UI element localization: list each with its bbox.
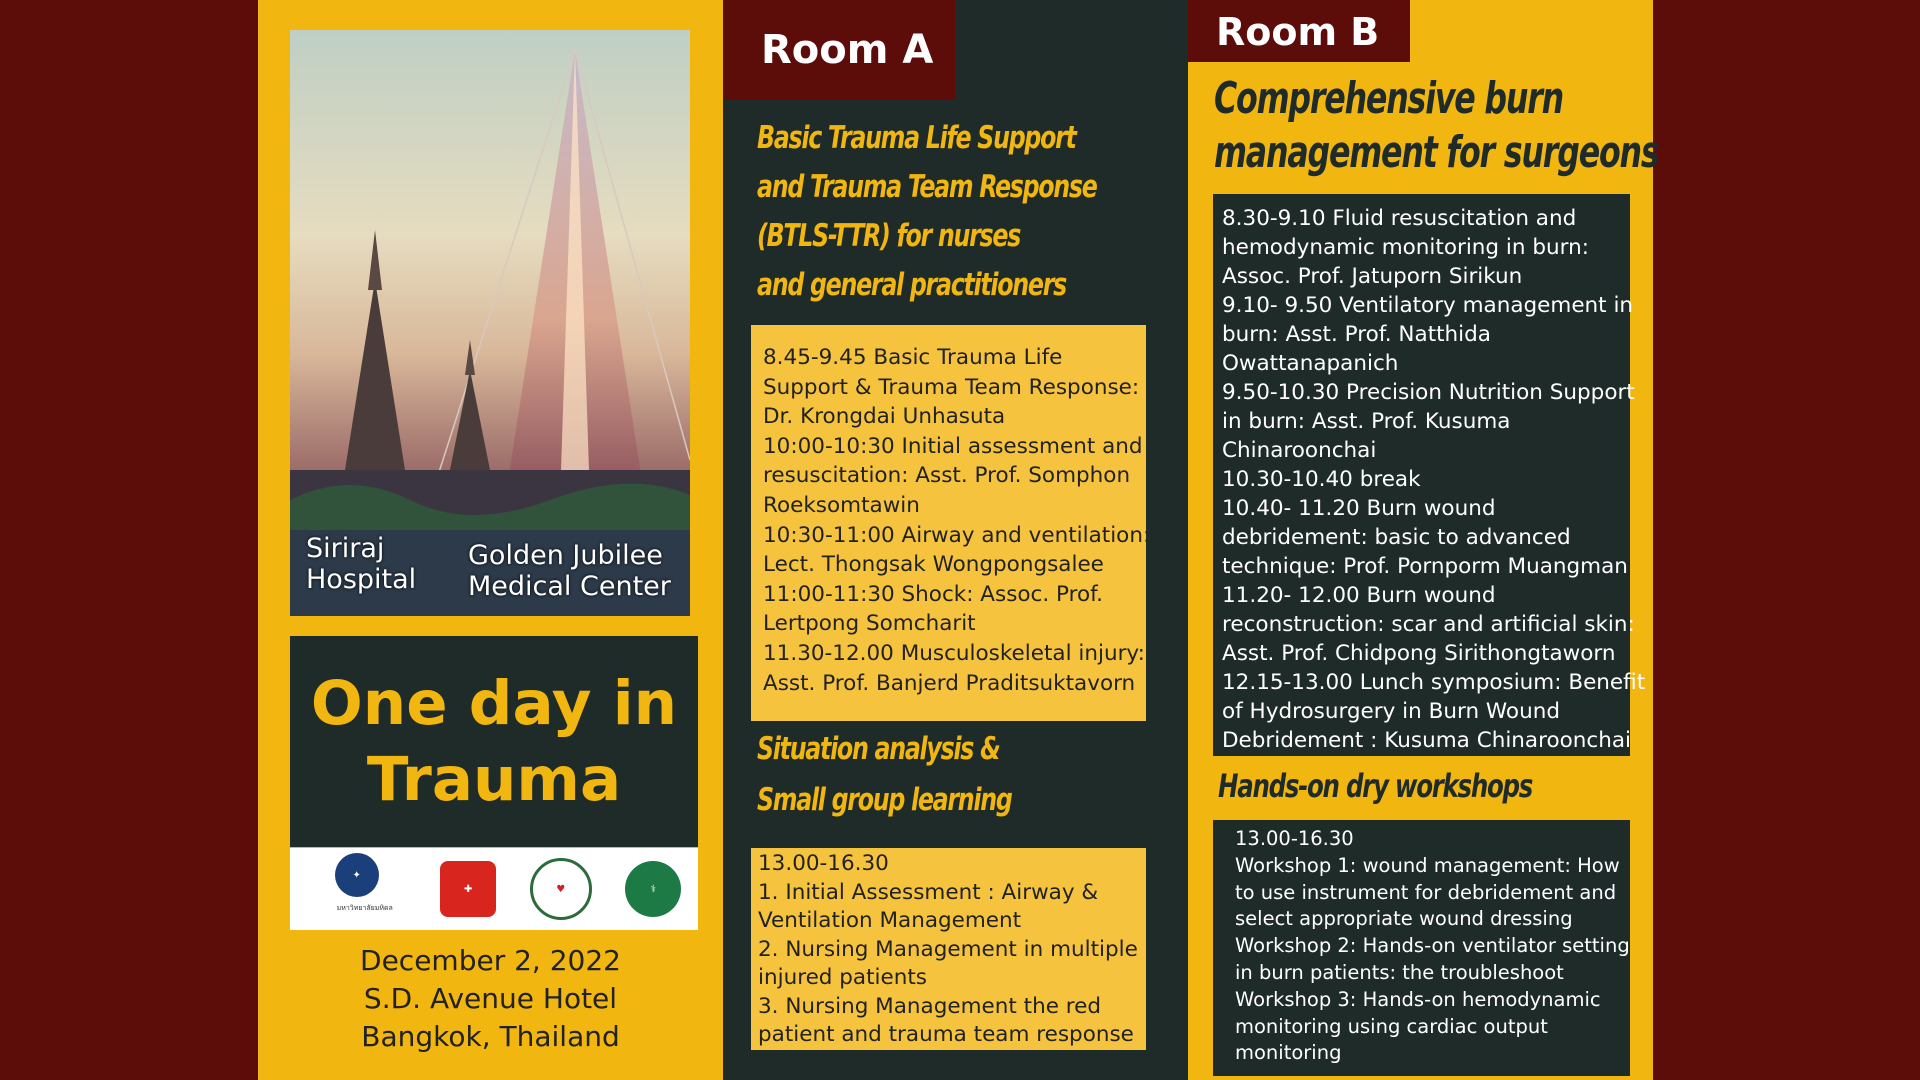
list-item: 12.15-13.00 Lunch symposium: Benefit — [1222, 670, 1646, 695]
list-item: 13.00-16.30 — [1235, 827, 1354, 850]
list-item: reconstruction: scar and artificial skin: — [1222, 612, 1635, 637]
list-item: 10.40- 11.20 Burn wound — [1222, 496, 1496, 521]
room-b-workshops — [1213, 820, 1630, 1076]
list-item: 9.50-10.30 Precision Nutrition Support — [1222, 380, 1635, 405]
list-item: 3. Nursing Management the red — [758, 993, 1102, 1019]
room-a-heading-2: Situation analysis & Small group learning — [757, 731, 1012, 818]
list-item: 13.00-16.30 — [758, 851, 889, 876]
list-item: select appropriate wound dressing — [1235, 907, 1573, 931]
list-item: 10.30-10.40 break — [1222, 467, 1421, 492]
mahidol-logo: ✦ มหาวิทยาลัยมหิดล — [307, 849, 407, 929]
left-panel — [258, 0, 723, 1080]
list-item: Workshop 2: Hands-on ventilator setting — [1235, 934, 1630, 958]
list-item: Debridement : Kusuma Chinaroonchai — [1222, 728, 1632, 753]
event-date: December 2, 2022 — [360, 944, 621, 977]
list-item: technique: Prof. Pornporm Muangman — [1222, 554, 1628, 579]
room-b-label: Room B — [1188, 0, 1410, 62]
list-item: injured patients — [758, 965, 927, 990]
list-item: debridement: basic to advanced — [1222, 525, 1571, 550]
list-item: of Hydrosurgery in Burn Wound — [1222, 699, 1560, 724]
event-venue: S.D. Avenue Hotel — [363, 982, 618, 1015]
list-item: Ventilation Management — [758, 908, 1022, 933]
room-a-heading: Basic Trauma Life Support and Trauma Team Response (BTLS-TTR) for nurses and general practitioners — [757, 120, 1097, 303]
list-item: Chinaroonchai — [1222, 438, 1377, 463]
list-item: Lertpong Somcharit — [763, 611, 976, 637]
list-item: 11:00-11:30 Shock: Assoc. Prof. — [763, 581, 1103, 607]
list-item: Lect. Thongsak Wongpongsalee — [763, 552, 1104, 578]
tower-art — [290, 30, 690, 616]
event-title-line-1: One day in — [310, 668, 678, 739]
caption-siriraj: Siriraj Hospital — [306, 533, 417, 595]
room-a-schedule — [751, 325, 1151, 721]
event-title-line-2: Trauma — [366, 744, 622, 815]
list-item: in burn patients: the troubleshoot — [1235, 960, 1564, 984]
room-b-heading-2: Hands-on dry workshops — [1218, 767, 1533, 805]
health-ministry-logo-icon: ⚕ — [625, 861, 681, 917]
list-item: Dr. Krongdai Unhasuta — [763, 404, 1006, 430]
room-a-panel — [723, 0, 1188, 1080]
list-item: 10:30-11:00 Airway and ventilation: — [763, 522, 1151, 548]
list-item: patient and trauma team response — [758, 1022, 1134, 1047]
list-item: monitoring — [1235, 1041, 1342, 1065]
list-item: in burn: Asst. Prof. Kusuma — [1222, 409, 1511, 434]
list-item: monitoring using cardiac output — [1235, 1014, 1548, 1038]
list-item: Workshop 1: wound management: How — [1235, 853, 1620, 877]
list-item: Workshop 3: Hands-on hemodynamic — [1235, 987, 1601, 1011]
list-item: 9.10- 9.50 Ventilatory management in — [1222, 293, 1634, 318]
list-item: 8.30-9.10 Fluid resuscitation and — [1222, 206, 1577, 231]
list-item: 8.45-9.45 Basic Trauma Life — [763, 345, 1063, 370]
list-item: Support & Trauma Team Response: — [763, 374, 1140, 400]
list-item: Asst. Prof. Banjerd Praditsuktavorn — [763, 670, 1136, 696]
list-item: 10:00-10:30 Initial assessment and — [763, 433, 1143, 459]
room-b-schedule — [1213, 194, 1646, 756]
list-item: Owattanapanich — [1222, 351, 1399, 376]
sponsor-logos — [290, 848, 698, 930]
event-city: Bangkok, Thailand — [361, 1020, 620, 1053]
list-item: 2. Nursing Management in multiple — [758, 936, 1138, 962]
event-info — [258, 942, 723, 1056]
event-title-box — [290, 636, 698, 847]
list-item: burn: Asst. Prof. Natthida — [1222, 322, 1491, 347]
list-item: Roeksomtawin — [763, 492, 920, 518]
list-item: resuscitation: Asst. Prof. Somphon — [763, 463, 1131, 489]
list-item: 11.30-12.00 Musculoskeletal injury: — [763, 640, 1145, 666]
room-b-heading: Comprehensive burn management for surgeons — [1214, 73, 1659, 178]
room-a-label: Room A — [723, 0, 955, 100]
nursing-logo-icon: ♥ — [530, 858, 592, 920]
hospital-illustration — [290, 30, 690, 616]
list-item: Assoc. Prof. Jatuporn Sirikun — [1222, 264, 1523, 289]
room-b-panel — [1188, 0, 1659, 1080]
caption-golden-jubilee: Golden Jubilee Medical Center — [468, 540, 671, 602]
list-item: 1. Initial Assessment : Airway & — [758, 879, 1099, 905]
list-item: hemodynamic monitoring in burn: — [1222, 235, 1589, 260]
list-item: 11.20- 12.00 Burn wound — [1222, 583, 1496, 608]
list-item: Asst. Prof. Chidpong Sirithongtaworn — [1222, 641, 1616, 666]
siriraj-trauma-logo-icon: ✚ — [440, 861, 496, 917]
mahidol-seal-icon: ✦ — [335, 853, 379, 897]
room-a-group-learning — [751, 848, 1146, 1050]
list-item: to use instrument for debridement and — [1235, 880, 1617, 904]
